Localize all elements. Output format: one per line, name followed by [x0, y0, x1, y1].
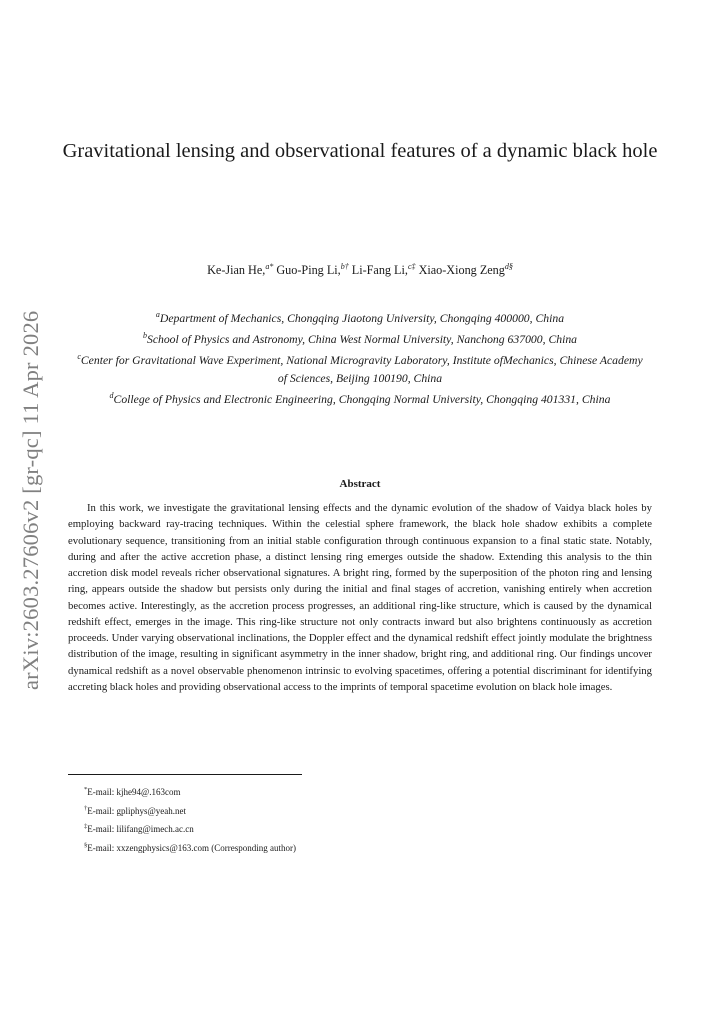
author — [276, 263, 348, 277]
author-mark: d§ — [504, 262, 513, 271]
footnote-mark: † — [84, 804, 88, 812]
footnote — [84, 838, 644, 857]
affiliation-text: School of Physics and Astronomy, China West Normal University, Nanchong 637000, China — [146, 333, 578, 347]
affiliation-mark: c — [77, 352, 81, 362]
affiliation-text: Department of Mechanics, Chongqing Jiaotong University, Chongqing 400000, China — [159, 311, 565, 325]
author-list — [60, 262, 660, 278]
author-mark: b† — [340, 262, 349, 271]
author — [352, 263, 416, 277]
affiliation — [72, 327, 648, 348]
author — [419, 263, 513, 277]
affiliation-mark: a — [155, 310, 160, 319]
footnote-mark: * — [84, 786, 88, 793]
affiliation — [72, 306, 648, 327]
author-mark: a* — [265, 262, 274, 271]
footnote — [84, 819, 644, 838]
author-name: Ke-Jian He, — [207, 263, 266, 278]
author-name: Guo-Ping Li, — [276, 263, 341, 278]
affiliation-mark: d — [109, 390, 114, 400]
affiliation-text: Center for Gravitational Wave Experiment, National Microgravity Laboratory, Institute ofMechanics, Chinese Academy of Sciences, Beijing 100190, China — [80, 354, 643, 385]
footnote-mark: ‡ — [84, 823, 88, 831]
abstract-text: In this work, we investigate the gravitational lensing effects and the dynamic evolution of the shadow of Vaidya black holes by employing backward ray-tracing techniques. Within the celestial sphere framework, the black hole shadow exhibits a complete evolutionary sequence, transitioning from an initial stable configuration through continuous expansion to a final static state. Notably, during and after the active accretion phase, a distinct lensing ring emerges outside the shadow. Extending this analysis to the thin accretion disk model reveals richer observational signatures. A bright ring, formed by the superposition of the photon ring and lensing ring, appears outside the shadow but persists only during the initial and final stages of accretion, vanishing entirely when accretion becomes active. Interestingly, as the accretion process progresses, an additional ring-like structure, which is caused by the dynamical redshift effect, emerges in the image. This ring-like structure not only contracts inward but also brightens continuously as accretion proceeds. Under varying observational inclinations, the Doppler effect and the dynamical redshift effect jointly modulate the brightness distribution of the image, resulting in significant asymmetry in the inner shadow, bright ring, and additional ring. Our findings uncover dynamical redshift as a novel observable phenomenon intrinsic to evolving spacetimes, offering a potential discriminant for identifying accreting black holes and providing observational access to the imprints of temporal spacetime evolution on black hole images. — [68, 502, 652, 693]
footnote-rule — [68, 774, 302, 775]
footnote-text: E-mail: xxzengphysics@163.com (Corresponding author) — [87, 843, 296, 854]
affiliation — [72, 348, 648, 386]
affiliation-mark: b — [142, 331, 147, 341]
footnote-text: E-mail: kjhe94@.163com — [87, 787, 181, 797]
author-mark: c‡ — [407, 262, 416, 271]
author-name: Li-Fang Li, — [351, 263, 408, 278]
footnote — [84, 782, 644, 801]
affiliation — [72, 387, 648, 408]
footnote-text: E-mail: lilifang@imech.ac.cn — [87, 824, 194, 835]
paper-title: Gravitational lensing and observational features of a dynamic black hole — [62, 140, 658, 162]
author-name: Xiao-Xiong Zeng — [418, 263, 505, 278]
footnote-mark: § — [84, 842, 88, 850]
footnote-list — [84, 782, 644, 857]
affiliation-text: College of Physics and Electronic Engineering, Chongqing Normal University, Chongqing 401331, China — [113, 392, 611, 406]
author — [207, 263, 273, 277]
affiliation-list — [72, 306, 648, 408]
arxiv-identifier: arXiv:2603.27606v2 [gr-qc] 11 Apr 2026 — [18, 310, 43, 690]
footnote — [84, 801, 644, 820]
abstract-heading: Abstract — [339, 478, 381, 490]
footnote-text: E-mail: gpliphys@yeah.net — [87, 805, 187, 816]
